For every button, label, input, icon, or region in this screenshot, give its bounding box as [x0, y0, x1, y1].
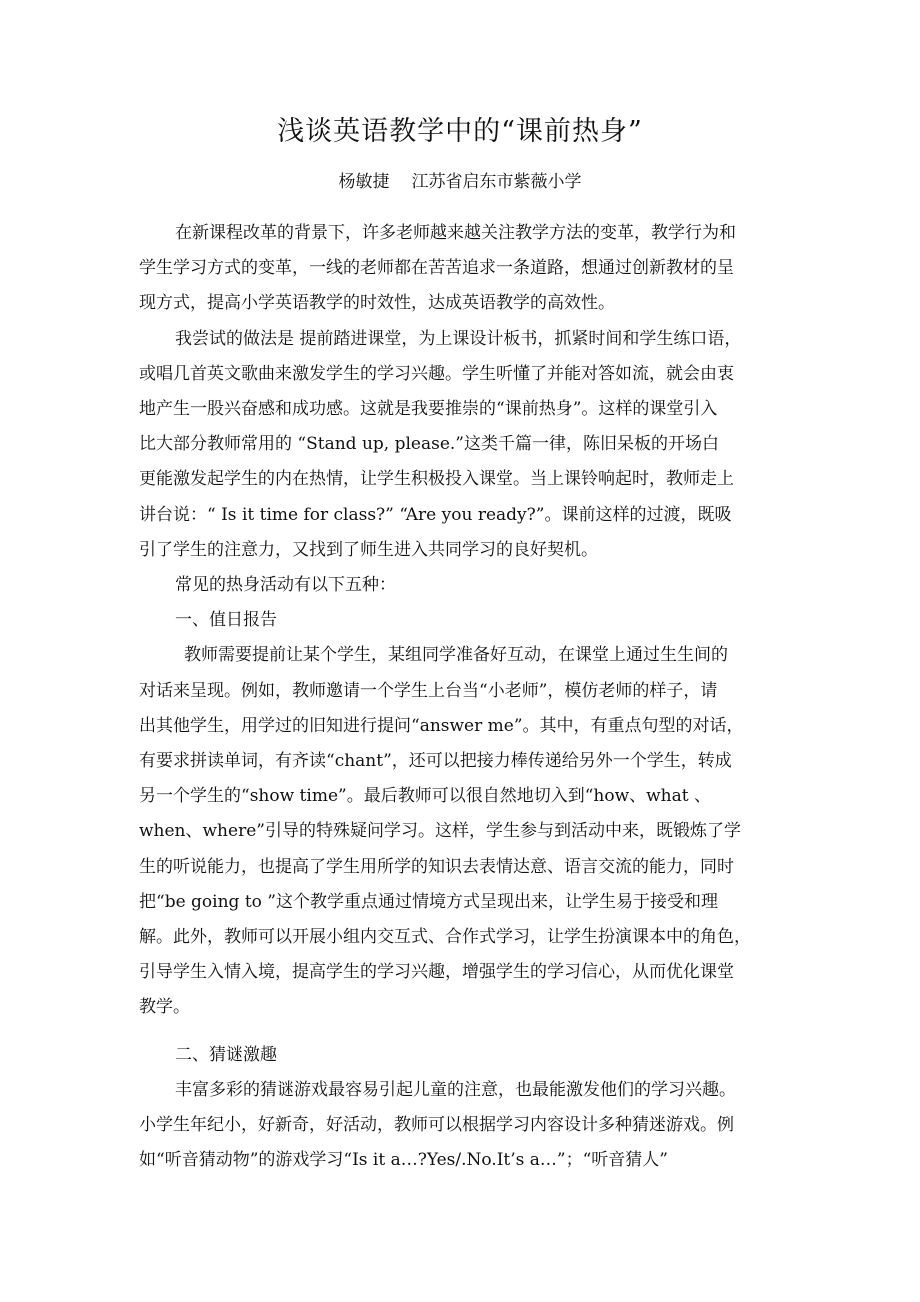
text-line: 引导学生入情入境，提高学生的学习兴趣，增强学生的学习信心，从而优化课堂 — [139, 962, 734, 983]
text-line: 如“听音猜动物”的游戏学习“Is it a…?Yes/.No.It’s a…”；“听音猜人” — [139, 1150, 668, 1171]
text-line: 在新课程改革的背景下，许多老师越来越关注教学方法的变革，教学行为和 — [175, 223, 736, 243]
text-line: 把“be going to ”这个教学重点通过情境方式呈现出来，让学生易于接受和理 — [139, 891, 718, 912]
text-line: 比大部分教师常用的 “Stand up, please.”这类千篇一律，陈旧呆板的开场白 — [139, 434, 719, 455]
paragraph-activities-intro — [139, 568, 799, 603]
text-line: 或唱几首英文歌曲来激发学生的学习兴趣。学生听懂了并能对答如流，就会由衷 — [139, 363, 734, 384]
text-line: 丰富多彩的猜谜游戏最容易引起儿童的注意，也最能激发他们的学习兴趣。 — [175, 1079, 736, 1100]
text-line: 另一个学生的“show time”。最后教师可以很自然地切入到“how、what 、 — [139, 786, 711, 807]
section-spacer — [139, 1026, 799, 1038]
text-line: when、where”引导的特殊疑问学习。这样，学生参与到活动中来，既锻炼了学 — [139, 821, 741, 842]
paragraph-riddles — [139, 1073, 799, 1179]
text-line: 学生学习方式的变革，一线的老师都在苦苦追求一条道路，想通过创新教材的呈 — [139, 258, 734, 279]
text-line: 对话来呈现。例如，教师邀请一个学生上台当“小老师”，模仿老师的样子，请 — [139, 680, 718, 701]
author-affiliation: 江苏省启东市紫薇小学 — [411, 172, 582, 192]
text-line: 教师需要提前让某个学生，某组同学准备好互动，在课堂上通过生生间的 — [184, 645, 728, 666]
text-line: 我尝试的做法是 提前踏进课堂，为上课设计板书，抓紧时间和学生练口语， — [175, 328, 742, 349]
text-line: 现方式，提高小学英语教学的时效性，达成英语教学的高效性。 — [139, 293, 615, 314]
text-line: 地产生一股兴奋感和成功感。这就是我要推崇的“课前热身”。这样的课堂引入 — [139, 399, 718, 420]
section-heading-1 — [139, 603, 799, 638]
paragraph-intro — [139, 216, 799, 322]
paragraph-method — [139, 322, 799, 568]
text-line: 引了学生的注意力，又找到了师生进入共同学习的良好契机。 — [139, 539, 598, 560]
author-line — [0, 168, 920, 196]
heading-text: 一、值日报告 — [175, 610, 277, 631]
text-line: 生的听说能力，也提高了学生用所学的知识去表情达意、语言交流的能力，同时 — [139, 856, 734, 877]
text-line: 教学。 — [139, 997, 190, 1018]
author-name: 杨敏捷 — [338, 172, 390, 192]
text-line: 小学生年纪小，好新奇，好活动，教师可以根据学习内容设计多种猜迷游戏。例 — [139, 1115, 734, 1136]
section-heading-2 — [139, 1038, 799, 1073]
text-line: 讲台说：“ Is it time for class?” “Are you ready?”。课前这样的过渡，既吸 — [139, 504, 732, 525]
text-line: 有要求拼读单词，有齐读“chant”，还可以把接力棒传递给另外一个学生，转成 — [139, 751, 732, 772]
text-line: 出其他学生，用学过的旧知进行提问“answer me”。其中，有重点句型的对话， — [139, 715, 744, 736]
heading-text: 二、猜谜激趣 — [175, 1044, 277, 1065]
document-title: 浅谈英语教学中的“课前热身” — [277, 116, 643, 147]
text-line: 解。此外，教师可以开展小组内交互式、合作式学习，让学生扮演课本中的角色， — [139, 927, 751, 948]
document-body — [139, 216, 799, 1178]
text-line: 常见的热身活动有以下五种： — [175, 575, 396, 596]
paragraph-duty-report — [139, 638, 799, 1025]
text-line: 更能激发起学生的内在热情，让学生积极投入课堂。当上课铃响起时，教师走上 — [139, 469, 734, 490]
